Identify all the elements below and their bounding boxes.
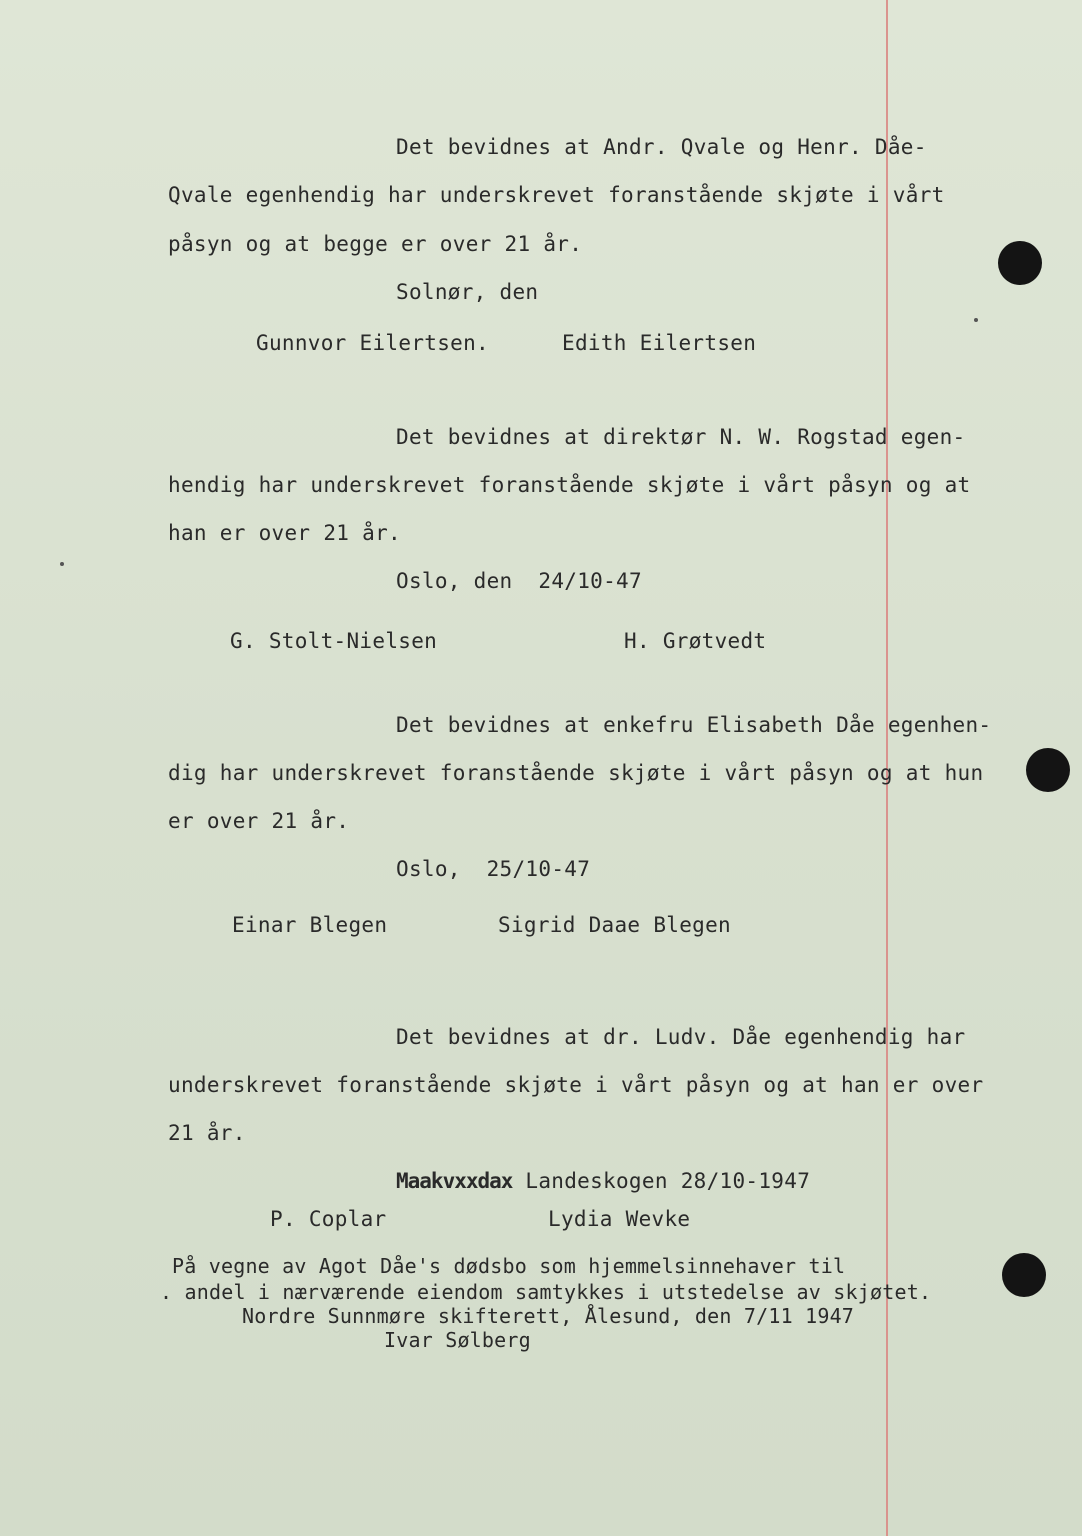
- consent-line-2: . andel i nærværende eiendom samtykkes i utstedelse av skjøtet.: [160, 1280, 932, 1304]
- attestation-3-line-1: Det bevidnes at enkefru Elisabeth Dåe egenhen-: [396, 713, 992, 737]
- punch-hole: [998, 241, 1042, 285]
- attestation-4-place-date: [396, 1168, 810, 1194]
- attestation-4-signature-2: Lydia Wevke: [548, 1207, 691, 1231]
- attestation-3-place-date: Oslo, 25/10-47: [396, 857, 591, 881]
- struck-out-text: Maakvxxdax: [396, 1169, 513, 1193]
- attestation-4-line-1: Det bevidnes at dr. Ludv. Dåe egenhendig har: [396, 1025, 966, 1049]
- attestation-2-line-2: hendig har underskrevet foranstående skjøte i vårt påsyn og at: [168, 473, 971, 497]
- attestation-4-line-3: 21 år.: [168, 1121, 246, 1145]
- attestation-2-place-date: Oslo, den 24/10-47: [396, 569, 642, 593]
- attestation-2-line-3: han er over 21 år.: [168, 521, 401, 545]
- attestation-1-signature-2: Edith Eilertsen: [562, 331, 757, 355]
- attestation-3-signature-2: Sigrid Daae Blegen: [498, 913, 731, 937]
- attestation-1-signature-1: Gunnvor Eilertsen.: [256, 331, 489, 355]
- attestation-1-place-date: Solnør, den: [396, 280, 539, 304]
- consent-line-3: Nordre Sunnmøre skifterett, Ålesund, den 7/11 1947: [242, 1304, 855, 1328]
- attestation-2-signature-2: H. Grøtvedt: [624, 629, 767, 653]
- attestation-1-line-2: Qvale egenhendig har underskrevet foranstående skjøte i vårt: [168, 183, 945, 207]
- attestation-4-signature-1: P. Coplar: [270, 1207, 387, 1231]
- attestation-3-line-2: dig har underskrevet foranstående skjøte i vårt påsyn og at hun: [168, 761, 984, 785]
- punch-hole: [1026, 748, 1070, 792]
- consent-signature: Ivar Sølberg: [384, 1328, 531, 1352]
- place-date-text: Landeskogen 28/10-1947: [525, 1169, 811, 1193]
- speck: [60, 562, 64, 566]
- attestation-2-line-1: Det bevidnes at direktør N. W. Rogstad egen-: [396, 425, 966, 449]
- attestation-1-line-3: påsyn og at begge er over 21 år.: [168, 232, 583, 256]
- attestation-2-signature-1: G. Stolt-Nielsen: [230, 629, 438, 653]
- attestation-3-signature-1: Einar Blegen: [232, 913, 388, 937]
- attestation-1-line-1: Det bevidnes at Andr. Qvale og Henr. Dåe-: [396, 135, 927, 159]
- speck: [974, 318, 978, 322]
- consent-line-1: På vegne av Agot Dåe's dødsbo som hjemmelsinnehaver til: [172, 1254, 846, 1278]
- attestation-4-line-2: underskrevet foranstående skjøte i vårt påsyn og at han er over: [168, 1073, 984, 1097]
- attestation-3-line-3: er over 21 år.: [168, 809, 350, 833]
- punch-hole: [1002, 1253, 1046, 1297]
